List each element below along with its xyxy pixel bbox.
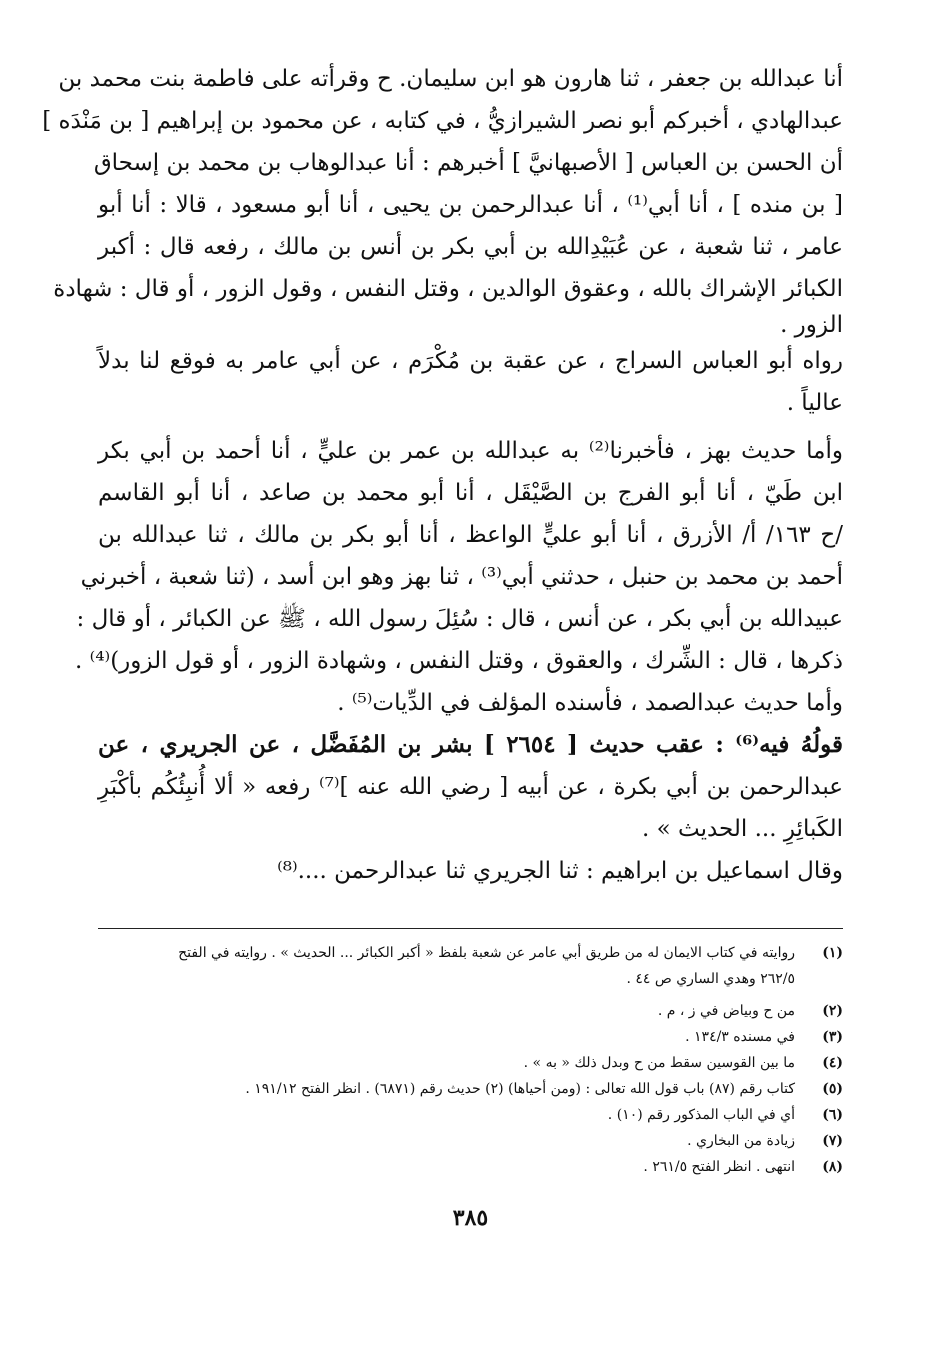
text-line: الزور . bbox=[780, 312, 843, 338]
footnote-number: (٤) bbox=[822, 1055, 843, 1071]
footnote-text: ما بين القوسين سقط من ح وبدل ذلك « به » . bbox=[523, 1055, 795, 1071]
footnote-text: روايته في كتاب الايمان له من طريق أبي عامر عن شعبة بلفظ « أكبر الكبائر ... الحديث » . روايته في الفتح bbox=[178, 945, 795, 961]
text-line: عبدالرحمن بن أبي بكرة ، عن أبيه [ رضي الله عنه ]⁽⁷⁾ رفعه « ألا أُنبِئُكُم بأكْبَرِ bbox=[98, 774, 843, 800]
footnote-text: من ح وبياض في ز ، م . bbox=[657, 1003, 795, 1019]
text-line: /ح ١٦٣/ أ/ الأزرق ، أنا أبو عليٍّ الواعظ ، أنا أبو بكر بن مالك ، ثنا عبدالله بن bbox=[98, 522, 843, 548]
footnote bbox=[98, 998, 843, 1024]
text-line: وأما حديث بهز ، فأخبرنا⁽²⁾ به عبدالله بن عمر بن عليٍّ ، أنا أحمد بن أبي بكر bbox=[98, 438, 843, 464]
footnote-number: (٦) bbox=[822, 1107, 843, 1123]
footnote-text: انتهى . انظر الفتح ٢٦١/٥ . bbox=[643, 1159, 795, 1175]
footnote bbox=[98, 1128, 843, 1154]
footnote-number: (٧) bbox=[822, 1133, 843, 1149]
text-line: أن الحسن بن العباس [ الأصبهانيَّ ] أخبرهم : أنا عبدالوهاب بن محمد بن إسحاق bbox=[93, 150, 843, 176]
footnote-number: (٨) bbox=[822, 1159, 843, 1175]
footnote-number: (٢) bbox=[822, 1003, 843, 1019]
text-line: عبدالهادي ، أخبركم أبو نصر الشيرازيُّ ، في كتابه ، عن محمود بن إبراهيم [ بن مَنْدَه ] bbox=[42, 108, 843, 134]
footnote-text: في مسنده ١٣٤/٣ . bbox=[685, 1029, 795, 1045]
footnote-text: زيادة من البخاري . bbox=[687, 1133, 795, 1149]
text-line: أنا عبدالله بن جعفر ، ثنا هارون هو ابن سليمان. ح وقرأته على فاطمة بنت محمد بن bbox=[58, 66, 843, 92]
text-line: ابن طَيّ ، أنا أبو الفرج بن الصَّيْقَل ، أنا أبو محمد بن صاعد ، أنا أبو القاسم bbox=[98, 480, 843, 506]
footnote-divider bbox=[98, 928, 843, 929]
footnote-number: (١) bbox=[822, 945, 843, 961]
text-line: الكبائر الإشراك بالله ، وعقوق الوالدين ، وقتل النفس ، وقول الزور ، أو قال : شهادة bbox=[53, 276, 843, 302]
footnote bbox=[98, 1076, 843, 1102]
text-line: عبيدالله بن أبي بكر ، عن أنس ، قال : سُئِلَ رسول الله ، ﷺ عن الكبائر ، أو قال : bbox=[76, 606, 843, 632]
page-number: ٣٨٥ bbox=[452, 1205, 489, 1231]
text-line: [ بن منده ] ، أنا أبي⁽¹⁾ ، أنا عبدالرحمن بن يحيى ، أنا أبو مسعود ، قالا : أنا أبو bbox=[98, 192, 843, 218]
footnote bbox=[98, 1154, 843, 1180]
footnote-text: كتاب رقم (٨٧) باب قول الله تعالى : (ومن أحياها) (٢) حديث رقم (٦٨٧١) . انظر الفتح ١٩١/١٢ . bbox=[245, 1081, 795, 1097]
footnote-number: (٥) bbox=[822, 1081, 843, 1097]
footnotes bbox=[98, 940, 843, 1180]
footnote-number: (٣) bbox=[822, 1029, 843, 1045]
footnote-continuation: ٢٦٢/٥ وهدي الساري ص ٤٤ . bbox=[626, 971, 795, 987]
footnote bbox=[98, 940, 843, 966]
text-line: وأما حديث عبدالصمد ، فأسنده المؤلف في الدِّيات⁽⁵⁾ . bbox=[337, 690, 843, 716]
text-line: ذكرها ، قال : الشِّرك ، والعقوق ، وقتل النفس ، وشهادة الزور ، أو قول الزور)⁽⁴⁾ . bbox=[75, 648, 843, 674]
text-line: قولُهُ فيه⁽⁶⁾ : عقب حديث [ ٢٦٥٤ ] بشر بن المُفَضَّل ، عن الجريري ، عن bbox=[98, 731, 843, 758]
text-line: رواه أبو العباس السراج ، عن عقبة بن مُكْرَم ، عن أبي عامر به فوقع لنا بدلاً bbox=[98, 348, 843, 374]
text-line: الكَبائِرِ ... الحديث » . bbox=[641, 816, 843, 842]
footnote-text: أي في الباب المذكور رقم (١٠) . bbox=[607, 1107, 795, 1123]
text-line: عالياً . bbox=[786, 390, 843, 416]
text-line: أحمد بن محمد بن حنبل ، حدثني أبي⁽³⁾ ، ثنا بهز وهو ابن أسد ، (ثنا شعبة ، أخبرني bbox=[80, 564, 843, 590]
footnote bbox=[98, 1102, 843, 1128]
text-line: عامر ، ثنا شعبة ، عن عُبَيْدِالله بن أبي بكر بن أنس بن مالك ، رفعه قال : أكبر bbox=[98, 234, 843, 260]
main-text bbox=[42, 58, 843, 892]
text-line: وقال اسماعيل بن ابراهيم : ثنا الجريري ثنا عبدالرحمن ....⁽⁸⁾ bbox=[277, 858, 843, 884]
footnote bbox=[98, 1024, 843, 1050]
footnote bbox=[98, 1050, 843, 1076]
